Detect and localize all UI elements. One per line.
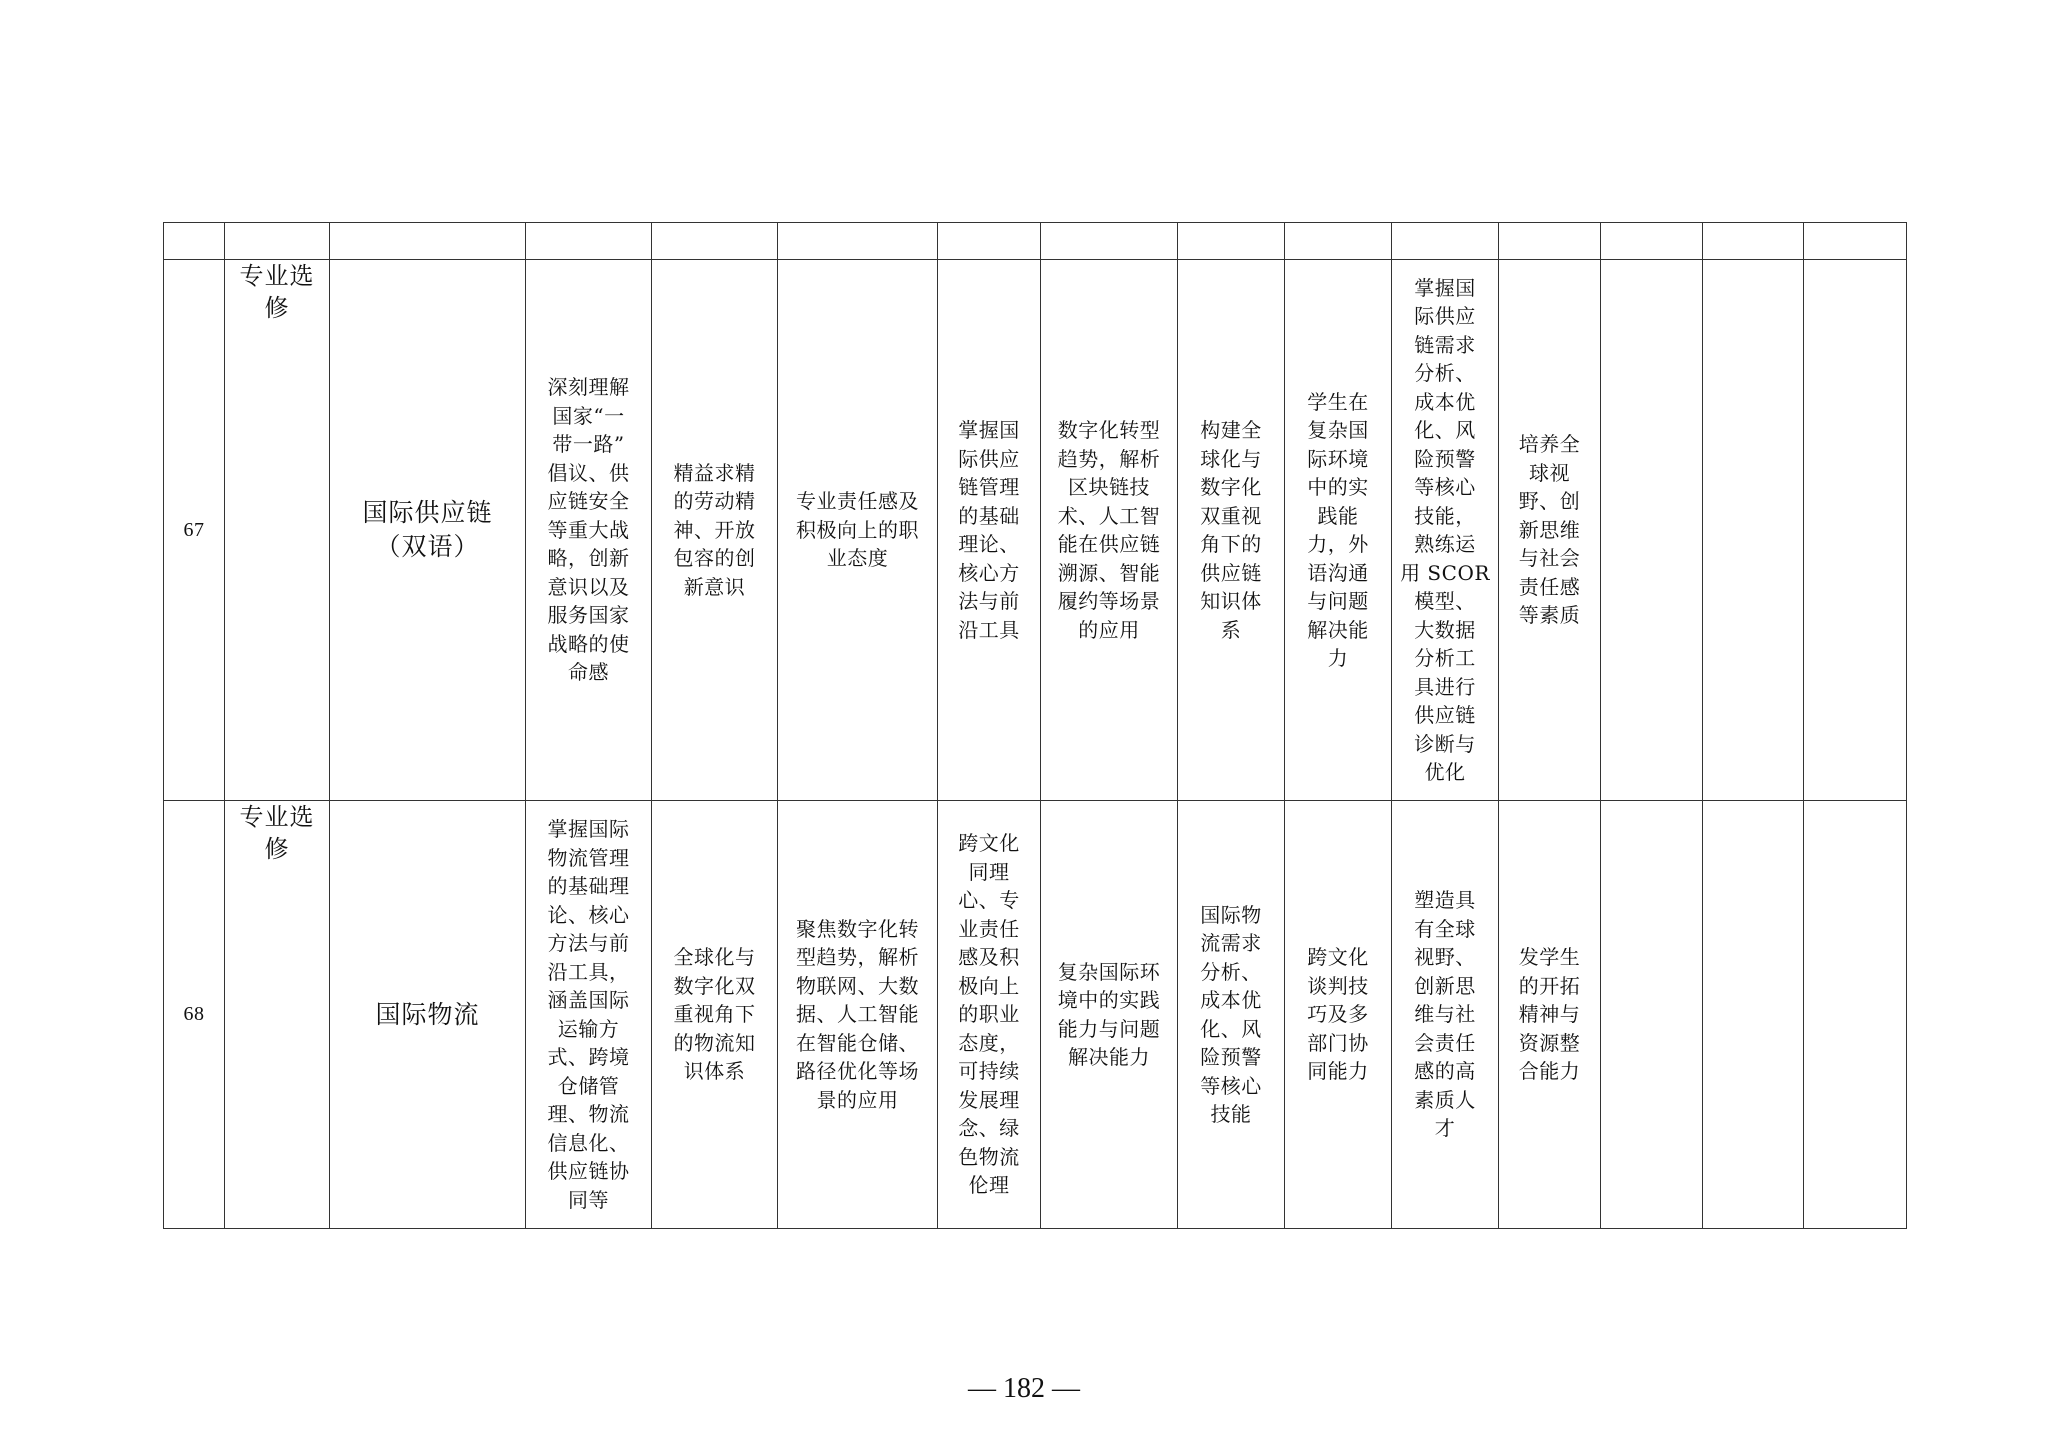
table-row <box>164 801 1907 1229</box>
content-cell <box>1178 260 1285 801</box>
cell-text: 聚焦数字化转 型趋势，解析 物联网、大数 据、人工智能 在智能仓储、 路径优化等场 景的应用 <box>796 916 919 1112</box>
cell-text: 掌握国 际供应 链需求 分析、 成本优 化、风 险预警 等核心 技能， 熟练运 用 SCOR 模型、 大数据 分析工 具进行 供应链 诊断与 优化 <box>1400 275 1490 784</box>
empty-cell <box>1703 801 1804 1229</box>
content-cell <box>526 801 652 1229</box>
header-cell <box>1392 223 1499 260</box>
content-cell <box>1392 260 1499 801</box>
cell-text: 精益求精 的劳动精 神、开放 包容的创 新意识 <box>673 460 756 599</box>
cell-text: 学生在 复杂国 际环境 中的实 践能 力，外 语沟通 与问题 解决能 力 <box>1307 389 1369 670</box>
course-name: 国际供应链 （双语） <box>362 498 493 561</box>
header-cell <box>330 223 526 260</box>
cell-text: 发学生 的开拓 精神与 资源整 合能力 <box>1518 945 1581 1084</box>
cell-text: 塑造具 有全球 视野、 创新思 维与社 会责任 感的高 素质人 才 <box>1414 888 1476 1141</box>
course-name-cell <box>330 801 526 1229</box>
table-row <box>164 260 1907 801</box>
header-cell <box>1703 223 1804 260</box>
empty-cell <box>1804 801 1907 1229</box>
header-cell <box>1499 223 1601 260</box>
course-type-cell <box>225 801 330 1229</box>
content-cell <box>778 260 938 801</box>
cell-text: 专业责任感及 积极向上的职 业态度 <box>796 489 919 571</box>
empty-cell <box>1804 260 1907 801</box>
empty-cell <box>1601 260 1703 801</box>
cell-text: 国际物 流需求 分析、 成本优 化、风 险预警 等核心 技能 <box>1200 902 1262 1126</box>
cell-text: 掌握国际 物流管理 的基础理 论、核心 方法与前 沿工具， 涵盖国际 运输方 式、跨境 仓储管 理、物流 信息化、 供应链协 同等 <box>547 817 630 1212</box>
row-number-cell <box>164 260 225 801</box>
cell-text: 掌握国 际供应 链管理 的基础 理论、 核心方 法与前 沿工具 <box>958 418 1020 642</box>
cell-text: 构建全 球化与 数字化 双重视 角下的 供应链 知识体 系 <box>1200 418 1262 642</box>
header-cell <box>652 223 778 260</box>
course-name-cell <box>330 260 526 801</box>
header-cell <box>1285 223 1392 260</box>
row-number-cell <box>164 801 225 1229</box>
course-type-cell <box>225 260 330 801</box>
page-number: — 182 — <box>968 1373 1080 1404</box>
content-cell <box>1041 801 1178 1229</box>
header-cell <box>526 223 652 260</box>
content-cell <box>652 260 778 801</box>
course-type: 专业选 修 <box>239 262 315 322</box>
content-cell <box>938 260 1041 801</box>
content-cell <box>1285 801 1392 1229</box>
content-cell <box>1285 260 1392 801</box>
content-cell <box>778 801 938 1229</box>
row-number: 67 <box>183 518 205 541</box>
empty-cell <box>1601 801 1703 1229</box>
curriculum-table <box>163 222 1907 1229</box>
empty-cell <box>1703 260 1804 801</box>
course-name: 国际物流 <box>375 999 480 1029</box>
cell-text: 跨文化 同理 心、专 业责任 感及积 极向上 的职业 态度， 可持续 发展理 念、绿 色物流 伦理 <box>958 831 1020 1198</box>
header-cell <box>1601 223 1703 260</box>
header-cell <box>778 223 938 260</box>
header-cell <box>938 223 1041 260</box>
header-cell <box>1178 223 1285 260</box>
content-cell <box>652 801 778 1229</box>
content-cell <box>1499 260 1601 801</box>
table-header-row <box>164 223 1907 260</box>
header-cell <box>1041 223 1178 260</box>
header-cell <box>1804 223 1907 260</box>
cell-text: 培养全 球视 野、创 新思维 与社会 责任感 等素质 <box>1518 432 1581 628</box>
content-cell <box>1041 260 1178 801</box>
content-cell <box>1178 801 1285 1229</box>
header-cell <box>225 223 330 260</box>
content-cell <box>938 801 1041 1229</box>
cell-text: 跨文化 谈判技 巧及多 部门协 同能力 <box>1307 945 1369 1084</box>
content-cell <box>1499 801 1601 1229</box>
header-cell <box>164 223 225 260</box>
content-cell <box>526 260 652 801</box>
cell-text: 复杂国际环 境中的实践 能力与问题 解决能力 <box>1057 959 1161 1069</box>
cell-text: 数字化转型 趋势，解析 区块链技 术、人工智 能在供应链 溯源、智能 履约等场景 的应用 <box>1057 418 1161 642</box>
row-number: 68 <box>183 1003 205 1026</box>
content-cell <box>1392 801 1499 1229</box>
cell-text: 深刻理解 国家“一 带一路” 倡议、供 应链安全 等重大战 略，创新 意识以及 服务国家 战略的使 命感 <box>547 375 630 685</box>
course-type: 专业选 修 <box>239 803 315 863</box>
cell-text: 全球化与 数字化双 重视角下 的物流知 识体系 <box>673 945 756 1084</box>
